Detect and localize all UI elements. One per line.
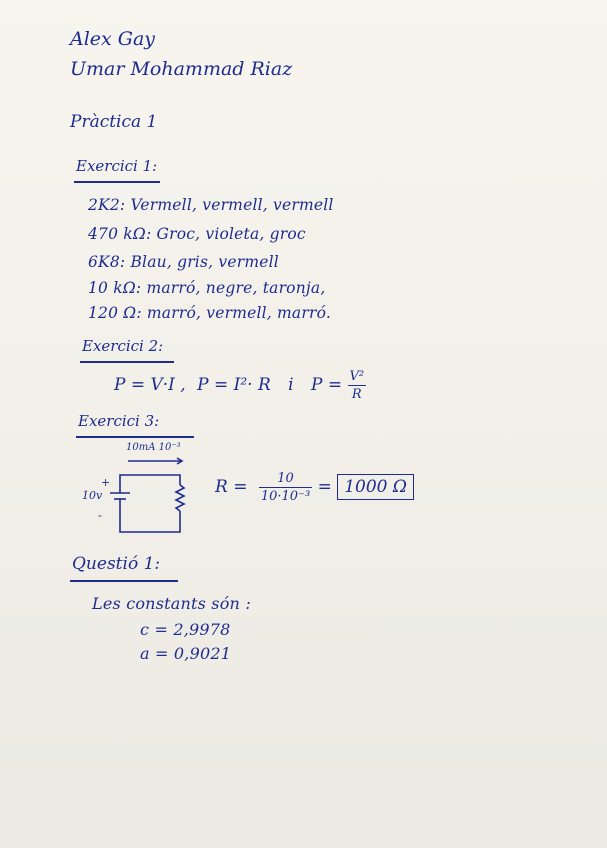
exercici1-line-1: 2K2: Vermell, vermell, vermell xyxy=(88,196,334,214)
formula-conjunction: i xyxy=(288,375,294,395)
circuit-diagram xyxy=(100,455,200,540)
exercici1-line-2: 470 kΩ: Groc, violeta, groc xyxy=(88,225,306,243)
page-title: Pràctica 1 xyxy=(70,112,158,132)
top-wire xyxy=(120,475,180,493)
formula-power-ir: P = I²· R xyxy=(197,375,271,395)
author-name-1: Alex Gay xyxy=(70,28,156,50)
exercici1-line-4: 10 kΩ: marró, negre, taronja, xyxy=(88,279,326,297)
minus-sign: - xyxy=(98,509,102,522)
exercici2-formula xyxy=(114,370,366,401)
equation-numerator: 10 xyxy=(259,472,312,488)
equation-fraction xyxy=(259,472,312,503)
exercici2-heading: Exercici 2: xyxy=(82,337,164,355)
questio1-heading: Questió 1: xyxy=(72,554,161,574)
exercici1-line-5: 120 Ω: marró, vermell, marró. xyxy=(88,304,331,322)
equation-result-box: 1000 Ω xyxy=(337,474,414,500)
constant-c: c = 2,9978 xyxy=(140,620,231,639)
equation-denominator: 10·10⁻³ xyxy=(260,489,311,504)
equation-lhs: R = xyxy=(215,477,248,497)
equation-equals: = xyxy=(317,477,332,497)
formula-power-vr-fraction xyxy=(348,370,367,401)
exercici1-underline xyxy=(74,181,160,183)
resistor-symbol xyxy=(176,485,184,511)
voltage-label: 10v xyxy=(82,489,103,502)
constants-intro: Les constants són : xyxy=(92,594,251,613)
plus-sign: + xyxy=(101,476,111,489)
exercici3-heading: Exercici 3: xyxy=(78,412,160,430)
formula-fraction-numerator: V² xyxy=(349,369,365,384)
author-name-2: Umar Mohammad Riaz xyxy=(70,58,293,80)
exercici1-line-3: 6K8: Blau, gris, vermell xyxy=(88,253,279,271)
constant-a: a = 0,9021 xyxy=(140,644,232,663)
exercici2-underline xyxy=(80,361,174,363)
formula-power-vr-lhs: P = xyxy=(311,375,343,395)
bottom-wire xyxy=(120,499,180,532)
formula-fraction-denominator: R xyxy=(351,387,362,402)
exercici1-heading: Exercici 1: xyxy=(76,157,158,175)
exercici3-underline xyxy=(76,436,194,438)
current-label: 10mA 10⁻³ xyxy=(126,442,181,453)
formula-power-vi: P = V·I , xyxy=(114,375,186,395)
resistance-equation xyxy=(215,472,414,503)
questio1-underline xyxy=(70,580,178,582)
